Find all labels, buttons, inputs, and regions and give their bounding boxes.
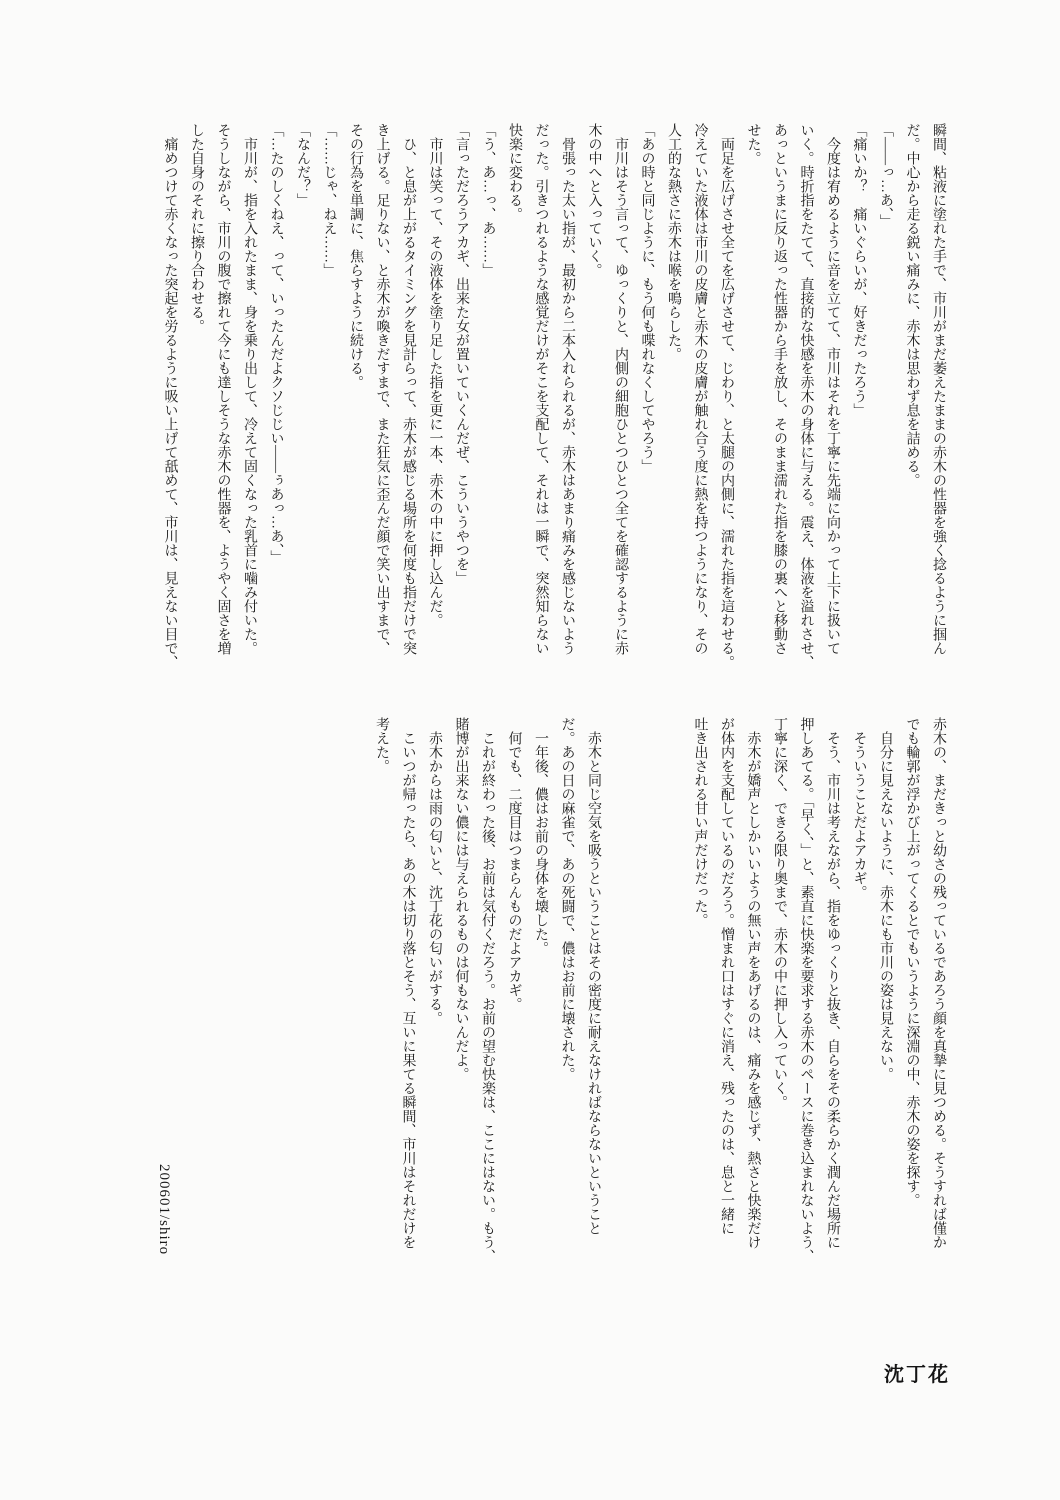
text-line: だった。引きつれるような感覚だけがそこを支配して、それは一瞬で、突然知らない: [533, 123, 549, 655]
text-line: 「…たのしくねえ、って、いったんだよクソじじい――ぅあっ…あ、」: [268, 123, 284, 564]
text-line: そう、市川は考えながら、指をゆっくりと抜き、自らをその柔らかく潤んだ場所に: [825, 717, 840, 1249]
text-line: 考えた。: [374, 717, 389, 773]
text-line: 赤木からは雨の匂いと、沈丁花の匂いがする。: [427, 717, 442, 1025]
text-line: 「言っただろうアカギ、出来た女が置いていくんだぜ、こういうやつを」: [454, 123, 469, 585]
text-line: 賭博が出来ない儂には与えられるものは何もないんだよ。: [453, 717, 469, 1081]
text-line: あっというまに反り返った性器から手を放し、そのまま濡れた指を膝の裏へと移動さ: [772, 123, 787, 655]
text-line: 一年後、儂はお前の身体を壊した。: [533, 717, 548, 955]
text-line: 「あの時と同じように、もう何も喋れなくしてやろう」: [639, 123, 655, 473]
text-line: 何でも、二度目はつまらんものだよアカギ。: [506, 717, 522, 1011]
text-line: き上げる。足りない、と赤木が喚きだすまで、また狂気に歪んだ顔で笑い出すまで、: [374, 123, 390, 655]
text-line: いく。時折指をたてて、直接的な快感を赤木の身体に与える。震え、体液を溢れさせ、: [798, 123, 814, 669]
text-line: 「……じゃ、ねえ……」: [321, 123, 337, 277]
text-line: 骨張った太い指が、最初から二本入れられるが、赤木はあまり痛みを感じないよう: [560, 123, 575, 655]
text-line: 木の中へと入っていく。: [586, 123, 602, 277]
text-line: 「痛いか？ 痛いぐらいが、好きだったろう」: [851, 123, 867, 417]
text-line: 吐き出される甘い声だけだった。: [692, 717, 708, 927]
text-line: 丁寧に深く、できる限り奥まで、赤木の中に押し入っていく。: [772, 717, 787, 1109]
text-line: 押しあてる。「早く、」と、素直に快楽を要求する赤木のペースに巻き込まれないよう、: [798, 717, 814, 1263]
footer-credit: 200601/shiro: [156, 1164, 172, 1256]
text-line: が体内を支配しているのだろう。憎まれ口はすぐに消え、残ったのは、息と一緒に: [719, 717, 734, 1235]
text-line: 冷えていた液体は市川の皮膚と赤木の皮膚が触れ合う度に熱を持つようになり、その: [692, 123, 708, 655]
paragraph-group-2: [368, 717, 607, 1265]
bottom-text-block: [368, 717, 952, 1265]
text-line: 瞬間、粘液に塗れた手で、市川がまだ萎えたままの赤木の性器を強く捻るように掴ん: [931, 123, 946, 655]
text-line: 人工的な熱さに赤木は喉を鳴らした。: [666, 123, 681, 361]
text-line: した自身のそれに擦り合わせる。: [189, 123, 204, 333]
paragraph-group-1: [686, 717, 951, 1265]
text-line: 赤木の、まだきっと幼さの残っているであろう顔を真摯に見つめる。そうすれば僅か: [931, 717, 946, 1249]
text-line: 市川はそう言って、ゆっくりと、内側の細胞ひとつひとつ全てを確認するように赤: [613, 123, 628, 655]
text-line: ひ、と息が上がるタイミングを見計らって、赤木が感じる場所を何度も指だけで突: [401, 123, 416, 655]
text-line: だ。中心から走る鋭い痛みに、赤木は思わず息を詰める。: [904, 123, 920, 487]
text-line: 赤木が嬌声としかいいようの無い声をあげるのは、痛みを感じず、熱さと快楽だけ: [745, 717, 761, 1249]
text-line: 快楽に変わる。: [507, 123, 522, 221]
page-title: 沈丁花: [884, 1364, 950, 1386]
text-line: 今度は宥めるように音を立てて、市川はそれを丁寧に先端に向かって上下に扱いて: [825, 123, 840, 655]
text-line: 「う、あ…っ、あ……」: [480, 123, 496, 277]
text-line: その行為を単調に、焦らすように続ける。: [348, 123, 363, 389]
text-line: これが終わった後、お前は気付くだろう。お前の望む快楽は、ここにはない。もう、: [480, 717, 495, 1263]
text-line: 両足を広げさせ全てを広げさせて、じわり、と太腿の内側に、濡れた指を這わせる。: [719, 123, 734, 669]
section-gap: [606, 717, 686, 1265]
text-line: 痛めつけて赤くなった突起を労るように吸い上げて舐めて、市川は、見えない目で、: [162, 123, 178, 669]
text-line: 「なんだ？」: [295, 123, 310, 207]
text-line: だ。あの日の麻雀で、あの死闘で、儂はお前に壊された。: [559, 717, 575, 1081]
text-line: 「――っ…あ、」: [878, 123, 893, 228]
text-line: 市川は笑って、その液体を塗り足した指を更に一本、赤木の中に押し込んだ。: [427, 123, 443, 627]
text-line: でも輪郭が浮かび上がってくるとでもいうように深淵の中、赤木の姿を探す。: [904, 717, 920, 1207]
text-line: 自分に見えないように、赤木にも市川の姿は見えない。: [878, 717, 893, 1081]
text-line: せた。: [745, 123, 761, 165]
text-line: 市川が、指を入れたまま、身を乗り出して、冷えて固くなった乳首に噛み付いた。: [242, 123, 257, 655]
text-line: そうしながら、市川の腹で擦れて今にも達しそうな赤木の性器を、ようやく固さを増: [215, 123, 231, 655]
top-text-block: [156, 123, 951, 671]
text-line: こいつが帰ったら、あの木は切り落とそう、互いに果てる瞬間、市川はそれだけを: [400, 717, 416, 1249]
text-line: そういうことだよアカギ。: [851, 717, 867, 899]
text-line: 赤木と同じ空気を吸うということはその密度に耐えなければならないということ: [586, 717, 601, 1235]
